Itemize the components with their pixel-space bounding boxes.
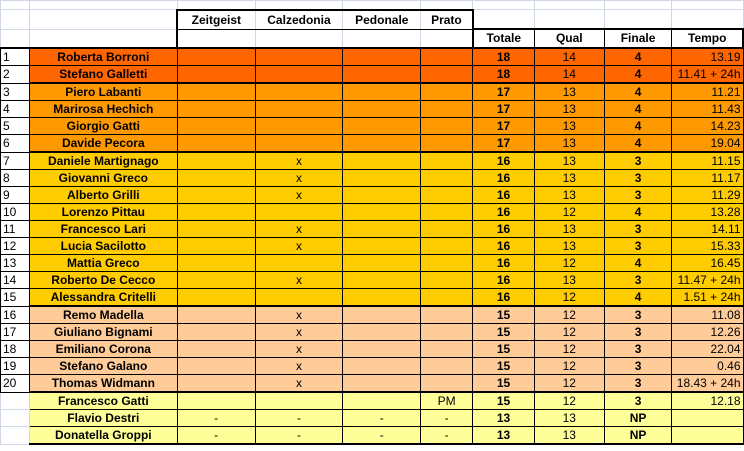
calzedonia-cell[interactable]	[255, 118, 343, 135]
totale-cell[interactable]: 13	[473, 427, 535, 445]
header-pedonale[interactable]: Pedonale	[343, 10, 421, 30]
prato-cell[interactable]	[421, 66, 473, 84]
zeitgeist-cell[interactable]	[177, 152, 255, 170]
finale-cell[interactable]: 4	[604, 101, 672, 118]
qual-cell[interactable]: 13	[534, 101, 604, 118]
calzedonia-cell[interactable]: x	[255, 306, 343, 324]
calzedonia-cell[interactable]: -	[255, 427, 343, 445]
table-row	[1, 204, 744, 221]
table-row	[1, 118, 744, 135]
pedonale-cell[interactable]	[343, 272, 421, 289]
tempo-cell[interactable]: 12.18	[672, 392, 743, 410]
tempo-cell[interactable]: 13.28	[672, 204, 743, 221]
row-number-cell[interactable]: 12	[1, 238, 30, 255]
zeitgeist-cell[interactable]	[177, 204, 255, 221]
tempo-cell[interactable]	[672, 427, 743, 445]
finale-cell[interactable]: 3	[604, 392, 672, 410]
category-header-row	[1, 10, 744, 30]
pedonale-cell[interactable]	[343, 221, 421, 238]
row-number-cell[interactable]	[1, 427, 30, 445]
qual-cell[interactable]: 13	[534, 221, 604, 238]
prato-cell[interactable]	[421, 152, 473, 170]
participant-name-cell[interactable]: Thomas Widmann	[29, 375, 177, 393]
prato-cell[interactable]: -	[421, 410, 473, 427]
totale-cell[interactable]: 16	[473, 204, 535, 221]
totale-cell[interactable]: 18	[473, 66, 535, 84]
finale-cell[interactable]: 3	[604, 238, 672, 255]
totale-cell[interactable]: 16	[473, 255, 535, 272]
pedonale-cell[interactable]	[343, 101, 421, 118]
participant-name-cell[interactable]: Stefano Galano	[29, 358, 177, 375]
row-number-cell[interactable]: 1	[1, 48, 30, 66]
qual-cell[interactable]: 13	[534, 118, 604, 135]
header-totale[interactable]: Totale	[473, 29, 535, 48]
qual-cell[interactable]: 13	[534, 170, 604, 187]
tempo-cell[interactable]: 11.15	[672, 152, 743, 170]
prato-cell[interactable]	[421, 221, 473, 238]
finale-cell[interactable]: 3	[604, 152, 672, 170]
totale-cell[interactable]: 16	[473, 170, 535, 187]
qual-cell[interactable]: 13	[534, 152, 604, 170]
totale-cell[interactable]: 17	[473, 135, 535, 153]
qual-cell[interactable]: 13	[534, 272, 604, 289]
pedonale-cell[interactable]	[343, 204, 421, 221]
empty-row	[1, 1, 744, 10]
finale-cell[interactable]: 4	[604, 118, 672, 135]
finale-cell[interactable]: 3	[604, 341, 672, 358]
calzedonia-cell[interactable]: x	[255, 187, 343, 204]
tempo-cell[interactable]: 16.45	[672, 255, 743, 272]
tempo-cell[interactable]: 11.41 + 24h	[672, 66, 743, 84]
finale-cell[interactable]: 3	[604, 375, 672, 393]
finale-cell[interactable]: NP	[604, 410, 672, 427]
prato-cell[interactable]	[421, 341, 473, 358]
prato-cell[interactable]: PM	[421, 392, 473, 410]
pedonale-cell[interactable]	[343, 324, 421, 341]
pedonale-cell[interactable]	[343, 187, 421, 204]
row-number-cell[interactable]: 3	[1, 83, 30, 101]
participant-name-cell[interactable]: Piero Labanti	[29, 83, 177, 101]
table-row	[1, 392, 744, 410]
pedonale-cell[interactable]	[343, 238, 421, 255]
finale-cell[interactable]: 4	[604, 66, 672, 84]
prato-cell[interactable]	[421, 118, 473, 135]
pedonale-cell[interactable]	[343, 358, 421, 375]
zeitgeist-cell[interactable]	[177, 238, 255, 255]
zeitgeist-cell[interactable]	[177, 170, 255, 187]
row-number-cell[interactable]: 10	[1, 204, 30, 221]
zeitgeist-cell[interactable]	[177, 289, 255, 307]
participant-name-cell[interactable]: Stefano Galletti	[29, 66, 177, 84]
pedonale-cell[interactable]: -	[343, 427, 421, 445]
prato-cell[interactable]	[421, 83, 473, 101]
row-number-cell[interactable]: 5	[1, 118, 30, 135]
participant-name-cell[interactable]: Francesco Gatti	[29, 392, 177, 410]
calzedonia-cell[interactable]	[255, 135, 343, 153]
row-number-cell[interactable]	[1, 410, 30, 427]
calzedonia-cell[interactable]	[255, 392, 343, 410]
row-number-cell[interactable]: 15	[1, 289, 30, 307]
qual-cell[interactable]: 12	[534, 375, 604, 393]
zeitgeist-cell[interactable]: -	[177, 410, 255, 427]
totale-cell[interactable]: 16	[473, 221, 535, 238]
participant-name-cell[interactable]: Francesco Lari	[29, 221, 177, 238]
prato-cell[interactable]	[421, 324, 473, 341]
calzedonia-cell[interactable]	[255, 101, 343, 118]
tempo-cell[interactable]: 18.43 + 24h	[672, 375, 743, 393]
finale-cell[interactable]: 3	[604, 306, 672, 324]
table-row	[1, 410, 744, 427]
finale-cell[interactable]: 3	[604, 170, 672, 187]
prato-cell[interactable]	[421, 238, 473, 255]
participant-name-cell[interactable]: Roberto De Cecco	[29, 272, 177, 289]
zeitgeist-cell[interactable]	[177, 83, 255, 101]
pedonale-cell[interactable]	[343, 135, 421, 153]
prato-cell[interactable]	[421, 289, 473, 307]
participant-name-cell[interactable]: Emiliano Corona	[29, 341, 177, 358]
table-row	[1, 152, 744, 170]
tempo-cell[interactable]: 19.04	[672, 135, 743, 153]
zeitgeist-cell[interactable]	[177, 135, 255, 153]
finale-cell[interactable]: 3	[604, 187, 672, 204]
qual-cell[interactable]: 13	[534, 410, 604, 427]
zeitgeist-cell[interactable]: -	[177, 427, 255, 445]
table-row	[1, 101, 744, 118]
participant-name-cell[interactable]: Giuliano Bignami	[29, 324, 177, 341]
calzedonia-cell[interactable]	[255, 48, 343, 66]
pedonale-cell[interactable]	[343, 152, 421, 170]
table-row	[1, 255, 744, 272]
row-number-cell[interactable]: 2	[1, 66, 30, 84]
row-number-cell[interactable]: 14	[1, 272, 30, 289]
row-number-cell[interactable]: 20	[1, 375, 30, 393]
pedonale-cell[interactable]	[343, 306, 421, 324]
table-row	[1, 238, 744, 255]
calzedonia-cell[interactable]	[255, 66, 343, 84]
pedonale-cell[interactable]	[343, 255, 421, 272]
finale-cell[interactable]: 4	[604, 289, 672, 307]
qual-cell[interactable]: 14	[534, 48, 604, 66]
zeitgeist-cell[interactable]	[177, 187, 255, 204]
pedonale-cell[interactable]: -	[343, 410, 421, 427]
row-number-cell[interactable]	[1, 392, 30, 410]
totale-cell[interactable]: 18	[473, 48, 535, 66]
zeitgeist-cell[interactable]	[177, 48, 255, 66]
table-row	[1, 306, 744, 324]
participant-name-cell[interactable]: Alberto Grilli	[29, 187, 177, 204]
table-row	[1, 358, 744, 375]
totale-cell[interactable]: 16	[473, 272, 535, 289]
pedonale-cell[interactable]	[343, 375, 421, 393]
totale-cell[interactable]: 15	[473, 324, 535, 341]
pedonale-cell[interactable]	[343, 392, 421, 410]
row-number-cell[interactable]: 8	[1, 170, 30, 187]
qual-cell[interactable]: 12	[534, 255, 604, 272]
participant-name-cell[interactable]: Donatella Groppi	[29, 427, 177, 445]
calzedonia-cell[interactable]: x	[255, 238, 343, 255]
calzedonia-cell[interactable]: x	[255, 375, 343, 393]
prato-cell[interactable]	[421, 204, 473, 221]
table-row	[1, 289, 744, 307]
participant-name-cell[interactable]: Daniele Martignago	[29, 152, 177, 170]
tempo-cell[interactable]: 1.51 + 24h	[672, 289, 743, 307]
participant-name-cell[interactable]: Davide Pecora	[29, 135, 177, 153]
qual-cell[interactable]: 12	[534, 341, 604, 358]
table-row	[1, 135, 744, 153]
tempo-cell[interactable]: 11.29	[672, 187, 743, 204]
table-row	[1, 66, 744, 84]
calzedonia-cell[interactable]: x	[255, 341, 343, 358]
prato-cell[interactable]	[421, 48, 473, 66]
zeitgeist-cell[interactable]	[177, 324, 255, 341]
prato-cell[interactable]	[421, 358, 473, 375]
column-header-row	[1, 29, 744, 48]
table-row	[1, 187, 744, 204]
qual-cell[interactable]: 12	[534, 289, 604, 307]
pedonale-cell[interactable]	[343, 83, 421, 101]
row-number-cell[interactable]: 11	[1, 221, 30, 238]
row-number-cell[interactable]: 13	[1, 255, 30, 272]
qual-cell[interactable]: 13	[534, 427, 604, 445]
qual-cell[interactable]: 13	[534, 83, 604, 101]
row-number-cell[interactable]: 7	[1, 152, 30, 170]
totale-cell[interactable]: 16	[473, 289, 535, 307]
finale-cell[interactable]: 4	[604, 204, 672, 221]
prato-cell[interactable]	[421, 187, 473, 204]
zeitgeist-cell[interactable]	[177, 255, 255, 272]
zeitgeist-cell[interactable]	[177, 392, 255, 410]
zeitgeist-cell[interactable]	[177, 306, 255, 324]
prato-cell[interactable]	[421, 135, 473, 153]
qual-cell[interactable]: 13	[534, 238, 604, 255]
finale-cell[interactable]: 3	[604, 272, 672, 289]
prato-cell[interactable]	[421, 306, 473, 324]
pedonale-cell[interactable]	[343, 118, 421, 135]
totale-cell[interactable]: 17	[473, 83, 535, 101]
finale-cell[interactable]: 4	[604, 255, 672, 272]
calzedonia-cell[interactable]: x	[255, 152, 343, 170]
participant-name-cell[interactable]: Mattia Greco	[29, 255, 177, 272]
prato-cell[interactable]	[421, 255, 473, 272]
totale-cell[interactable]: 15	[473, 306, 535, 324]
pedonale-cell[interactable]	[343, 341, 421, 358]
table-row	[1, 272, 744, 289]
calzedonia-cell[interactable]: x	[255, 170, 343, 187]
totale-cell[interactable]: 17	[473, 118, 535, 135]
header-zeitgeist[interactable]: Zeitgeist	[177, 10, 255, 30]
table-row	[1, 375, 744, 393]
tempo-cell[interactable]: 13.19	[672, 48, 743, 66]
finale-cell[interactable]: NP	[604, 427, 672, 445]
tempo-cell[interactable]: 22.04	[672, 341, 743, 358]
pedonale-cell[interactable]	[343, 289, 421, 307]
participant-name-cell[interactable]: Flavio Destri	[29, 410, 177, 427]
table-row	[1, 170, 744, 187]
totale-cell[interactable]: 16	[473, 238, 535, 255]
finale-cell[interactable]: 3	[604, 324, 672, 341]
prato-cell[interactable]	[421, 375, 473, 393]
calzedonia-cell[interactable]: x	[255, 272, 343, 289]
participant-name-cell[interactable]: Lucia Sacilotto	[29, 238, 177, 255]
qual-cell[interactable]: 12	[534, 324, 604, 341]
participant-name-cell[interactable]: Giorgio Gatti	[29, 118, 177, 135]
table-row	[1, 48, 744, 66]
finale-cell[interactable]: 4	[604, 48, 672, 66]
calzedonia-cell[interactable]: x	[255, 221, 343, 238]
zeitgeist-cell[interactable]	[177, 272, 255, 289]
header-tempo[interactable]: Tempo	[672, 29, 743, 48]
prato-cell[interactable]	[421, 272, 473, 289]
calzedonia-cell[interactable]	[255, 289, 343, 307]
table-row	[1, 341, 744, 358]
totale-cell[interactable]: 15	[473, 375, 535, 393]
participant-name-cell[interactable]: Lorenzo Pittau	[29, 204, 177, 221]
header-calzedonia[interactable]: Calzedonia	[255, 10, 343, 30]
calzedonia-cell[interactable]: x	[255, 358, 343, 375]
totale-cell[interactable]: 13	[473, 410, 535, 427]
zeitgeist-cell[interactable]	[177, 358, 255, 375]
qual-cell[interactable]: 13	[534, 135, 604, 153]
prato-cell[interactable]	[421, 170, 473, 187]
qual-cell[interactable]: 12	[534, 306, 604, 324]
header-finale[interactable]: Finale	[604, 29, 672, 48]
tempo-cell[interactable]: 11.21	[672, 83, 743, 101]
prato-cell[interactable]	[421, 101, 473, 118]
tempo-cell[interactable]: 14.11	[672, 221, 743, 238]
totale-cell[interactable]: 15	[473, 358, 535, 375]
calzedonia-cell[interactable]	[255, 204, 343, 221]
participant-name-cell[interactable]: Giovanni Greco	[29, 170, 177, 187]
row-number-cell[interactable]: 6	[1, 135, 30, 153]
row-number-cell[interactable]: 18	[1, 341, 30, 358]
qual-cell[interactable]: 12	[534, 358, 604, 375]
totale-cell[interactable]: 16	[473, 187, 535, 204]
table-row	[1, 427, 744, 445]
zeitgeist-cell[interactable]	[177, 66, 255, 84]
zeitgeist-cell[interactable]	[177, 221, 255, 238]
table-row	[1, 83, 744, 101]
finale-cell[interactable]: 4	[604, 83, 672, 101]
tempo-cell[interactable]: 0.46	[672, 358, 743, 375]
qual-cell[interactable]: 12	[534, 204, 604, 221]
participant-name-cell[interactable]: Roberta Borroni	[29, 48, 177, 66]
header-prato[interactable]: Prato	[421, 10, 473, 30]
tempo-cell[interactable]: 14.23	[672, 118, 743, 135]
totale-cell[interactable]: 15	[473, 392, 535, 410]
tempo-cell[interactable]: 11.43	[672, 101, 743, 118]
zeitgeist-cell[interactable]	[177, 341, 255, 358]
zeitgeist-cell[interactable]	[177, 118, 255, 135]
tempo-cell[interactable]	[672, 410, 743, 427]
header-qual[interactable]: Qual	[534, 29, 604, 48]
tempo-cell[interactable]: 11.47 + 24h	[672, 272, 743, 289]
finale-cell[interactable]: 3	[604, 221, 672, 238]
qual-cell[interactable]: 14	[534, 66, 604, 84]
finale-cell[interactable]: 3	[604, 358, 672, 375]
row-number-cell[interactable]: 9	[1, 187, 30, 204]
tempo-cell[interactable]: 11.17	[672, 170, 743, 187]
tempo-cell[interactable]: 11.08	[672, 306, 743, 324]
pedonale-cell[interactable]	[343, 66, 421, 84]
row-number-cell[interactable]: 4	[1, 101, 30, 118]
prato-cell[interactable]: -	[421, 427, 473, 445]
zeitgeist-cell[interactable]	[177, 101, 255, 118]
zeitgeist-cell[interactable]	[177, 375, 255, 393]
pedonale-cell[interactable]	[343, 170, 421, 187]
tempo-cell[interactable]: 12.26	[672, 324, 743, 341]
tempo-cell[interactable]: 15.33	[672, 238, 743, 255]
calzedonia-cell[interactable]: x	[255, 324, 343, 341]
row-number-cell[interactable]: 16	[1, 306, 30, 324]
table-row	[1, 221, 744, 238]
row-number-cell[interactable]: 17	[1, 324, 30, 341]
pedonale-cell[interactable]	[343, 48, 421, 66]
participant-name-cell[interactable]: Alessandra Critelli	[29, 289, 177, 307]
qual-cell[interactable]: 13	[534, 187, 604, 204]
qual-cell[interactable]: 12	[534, 392, 604, 410]
totale-cell[interactable]: 15	[473, 341, 535, 358]
totale-cell[interactable]: 17	[473, 101, 535, 118]
calzedonia-cell[interactable]: -	[255, 410, 343, 427]
row-number-cell[interactable]: 19	[1, 358, 30, 375]
participant-name-cell[interactable]: Remo Madella	[29, 306, 177, 324]
finale-cell[interactable]: 4	[604, 135, 672, 153]
totale-cell[interactable]: 16	[473, 152, 535, 170]
participant-name-cell[interactable]: Marirosa Hechich	[29, 101, 177, 118]
calzedonia-cell[interactable]	[255, 255, 343, 272]
table-row	[1, 324, 744, 341]
calzedonia-cell[interactable]	[255, 83, 343, 101]
